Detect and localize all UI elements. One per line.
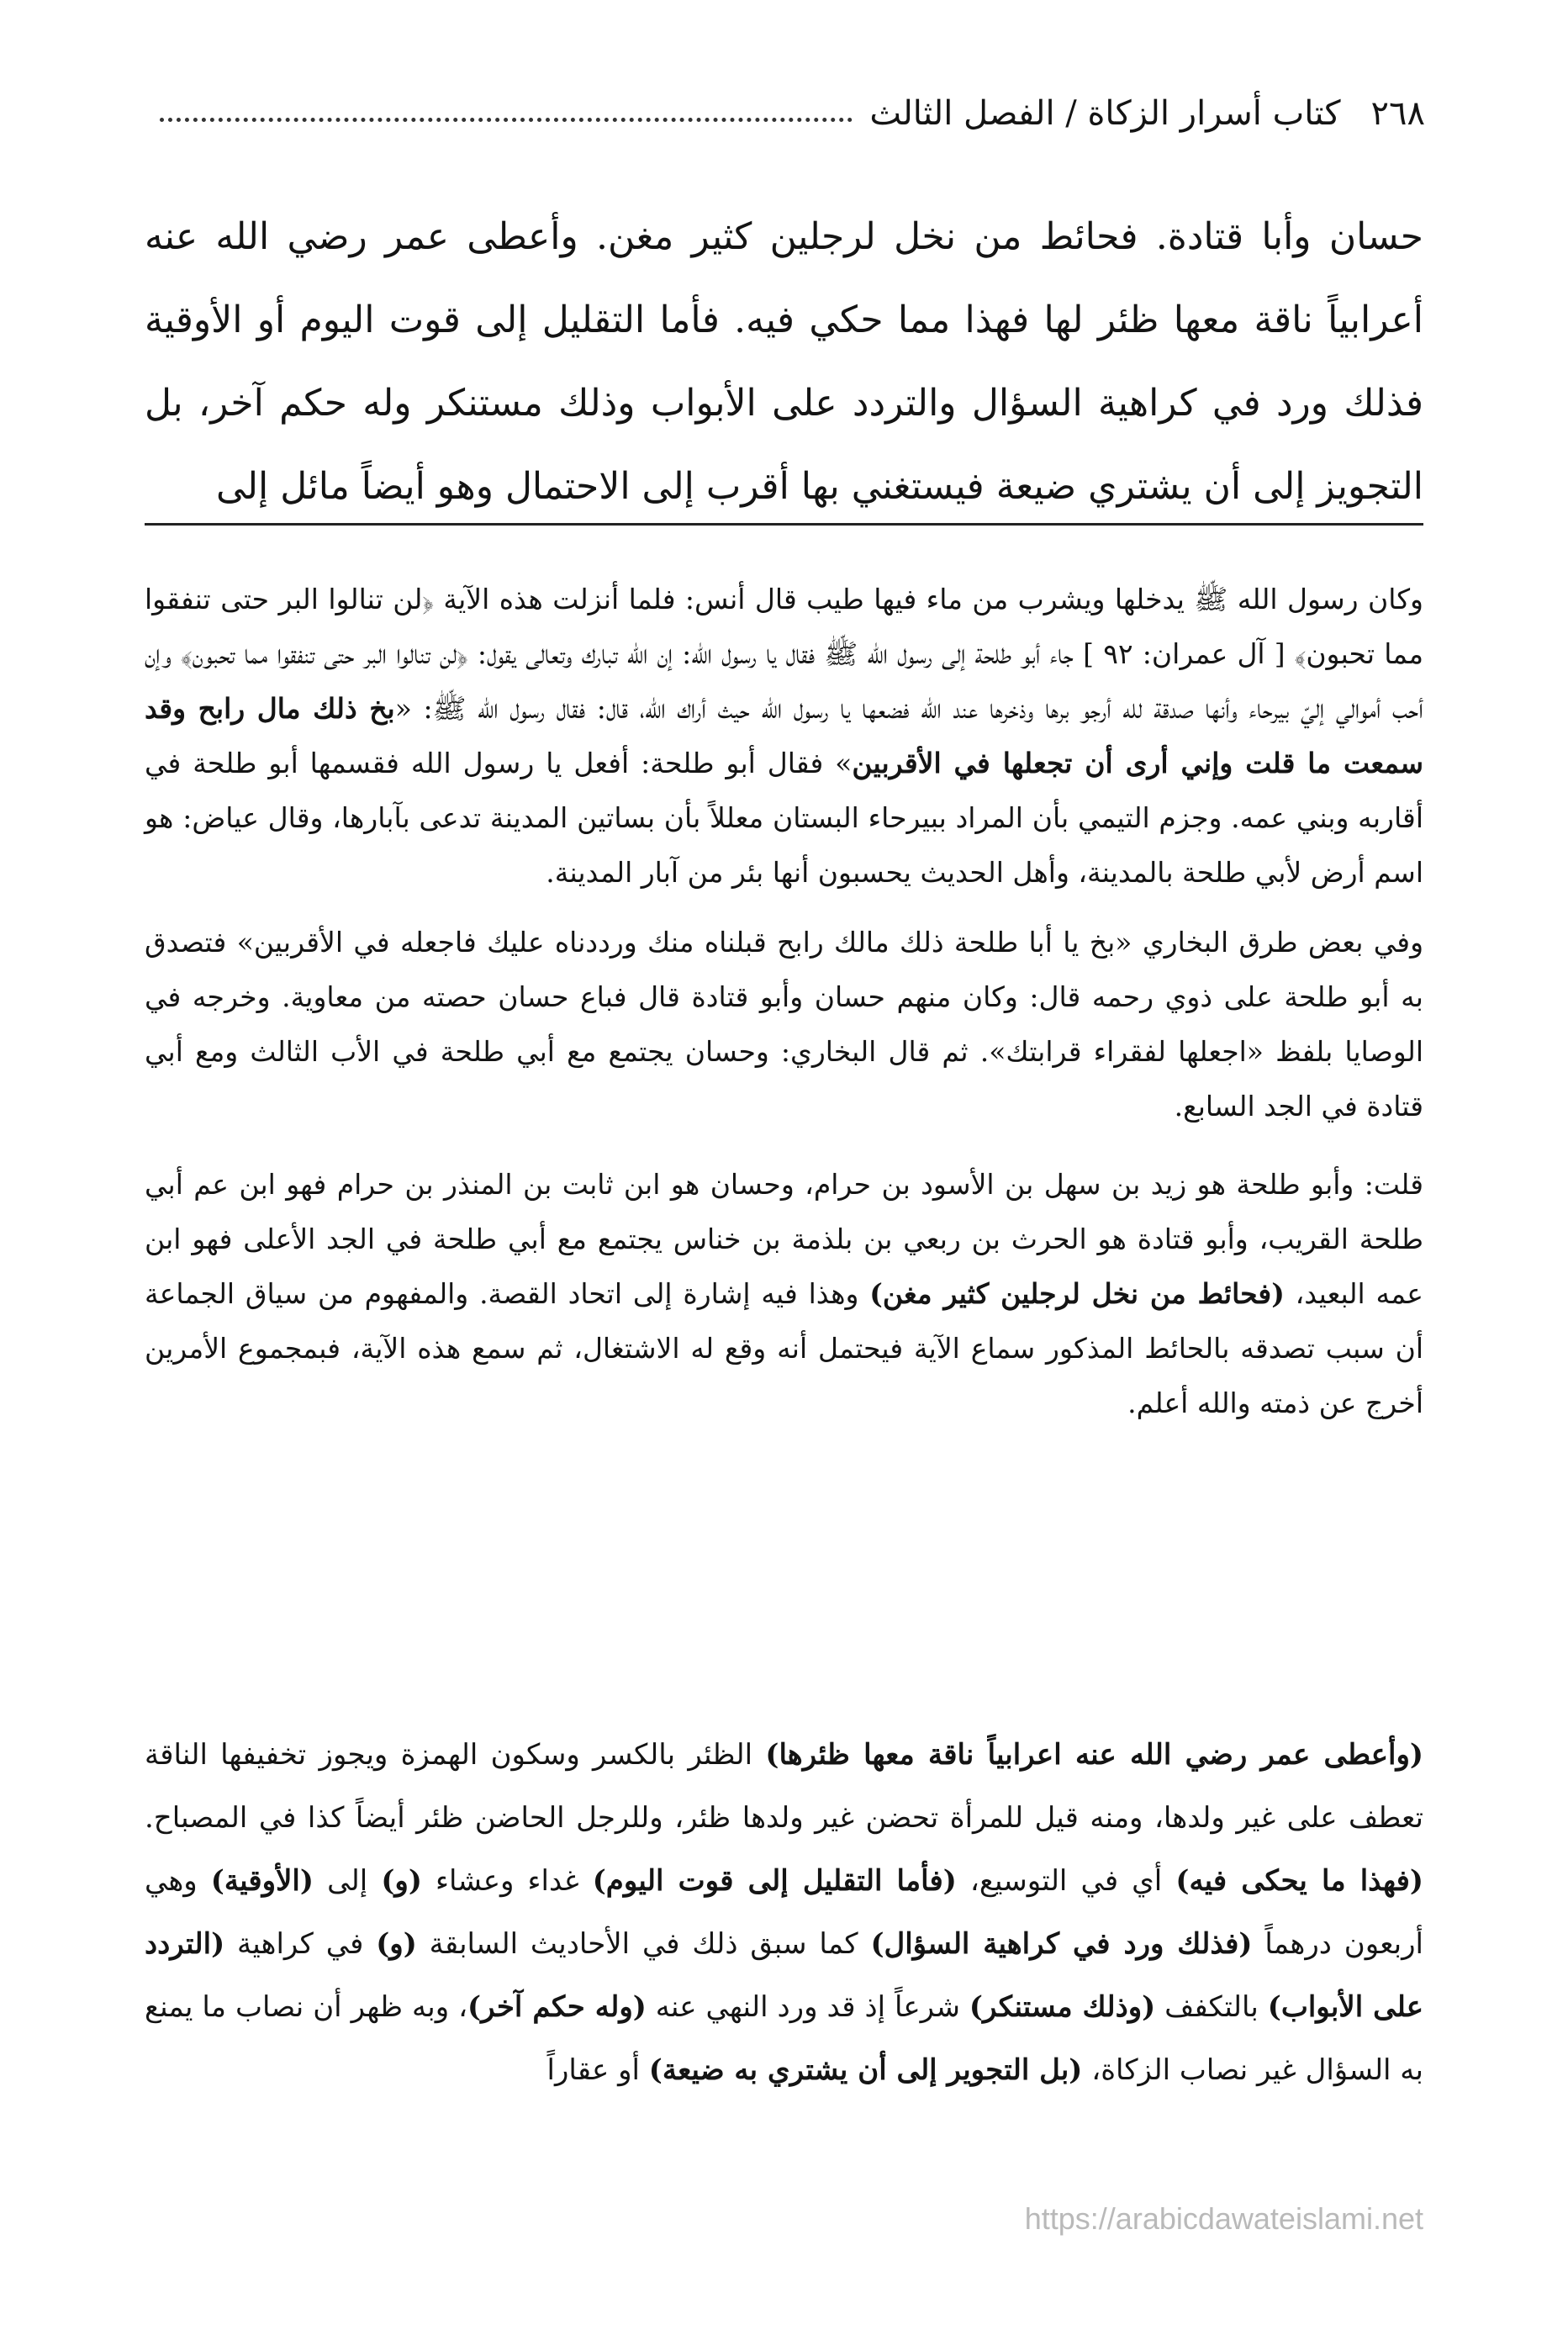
note-bold-text: بخ ذلك مال رابح وقد سمعت ما قلت وإني أرى أن تجعلها في الأقربين bbox=[145, 692, 1423, 779]
note-paragraph-1 bbox=[145, 572, 1423, 900]
commentary-text: كما سبق ذلك في الأحاديث السابقة bbox=[416, 1927, 871, 1961]
note-text: وهذا فيه إشارة إلى اتحاد القصة. والمفهوم من سياق الجماعة أن سبب تصدقه بالحائط المذكور سماع الآية فيحتمل أنه وقع له الاشتغال، ثم سمع هذه الآية، فبمجموع الأمرين أخرج عن ذمته والله أعلم. bbox=[145, 1277, 1423, 1419]
commentary-text: وهي أربعون درهماً bbox=[145, 1864, 1424, 1961]
commentary-text: في كراهية bbox=[224, 1927, 377, 1961]
note-bold-text: (فحائط من نخل لرجلين كثير مغن) bbox=[869, 1277, 1285, 1310]
footnotes bbox=[145, 572, 1423, 1430]
quoted-phrase: (الأوقية) bbox=[210, 1864, 314, 1898]
commentary-text: شرعاً إذ قد ورد النهي عنه bbox=[646, 1990, 969, 2024]
commentary-text: ، وبه ظهر أن نصاب ما يمنع به السؤال غير نصاب الزكاة، bbox=[145, 1990, 1423, 2087]
commentary-text: إلى bbox=[313, 1864, 382, 1898]
commentary-text: الظئر بالكسر وسكون الهمزة ويجوز تخفيفها الناقة تعطف على غير ولدها، ومنه قيل للمرأة تحضن غير ولدها ظئر، وللرجل الحاضن ظئر أيضاً كذا في المصباح. bbox=[145, 1738, 1423, 1835]
quoted-phrase: (بل التجوير إلى أن يشتري به ضيعة) bbox=[648, 2053, 1083, 2087]
quoted-phrase: (و) bbox=[376, 1927, 417, 1961]
commentary-text: أو عقاراً bbox=[546, 2053, 649, 2087]
note-text: وكان رسول الله ﷺ يدخلها ويشرب من ماء فيها طيب قال أنس: فلما أنزلت هذه الآية ﴿لن تنالوا البر حتى تنفقوا مما تحبون﴾ [ آل عمران: ٩٢ ] جاء أبو طلحة إلى رسول الله ﷺ فقال يا رسول الله: إن الله تبارك وتعالى يقول: ﴿لن تنالوا البر حتى تنفقوا مما تحبون﴾ وإن أحب أموالي إليّ بيرحاء وأنها صدقة لله أرجو برها وذخرها عند الله فضعها يا رسول الله حيث أراك الله، قال: فقال رسول الله ﷺ: « bbox=[145, 583, 1423, 725]
running-title: كتاب أسرار الزكاة / الفصل الثالث bbox=[869, 94, 1341, 133]
separator-line bbox=[145, 523, 1423, 526]
page-header bbox=[143, 84, 1425, 143]
commentary-text: بالتكفف bbox=[1155, 1990, 1268, 2024]
main-text bbox=[145, 195, 1423, 528]
page-number: ٢٦٨ bbox=[1370, 94, 1425, 133]
commentary bbox=[145, 1724, 1423, 2102]
commentary-paragraph bbox=[145, 1724, 1423, 2102]
quoted-phrase: (فذلك ورد في كراهية السؤال) bbox=[870, 1927, 1253, 1961]
note-text: قلت: وأبو طلحة هو زيد بن سهل بن الأسود بن حرام، وحسان هو ابن ثابت بن المنذر بن حرام فهو ابن عم أبي طلحة القريب، وأبو قتادة هو الحرث بن ربعي بن بلذمة بن خناس يجتمع مع أبي طلحة في الجد الأعلى فهو ابن عمه البعيد، bbox=[145, 1168, 1423, 1310]
commentary-text: أي في التوسيع، bbox=[956, 1864, 1176, 1898]
watermark-url: https://arabicdawateislami.net bbox=[1024, 2201, 1423, 2236]
quoted-phrase: (وأعطى عمر رضي الله عنه اعرابياً ناقة معها ظئرها) bbox=[765, 1738, 1423, 1772]
commentary-text: غداء وعشاء bbox=[421, 1864, 593, 1898]
quoted-phrase: (وذلك مستنكر) bbox=[969, 1990, 1156, 2024]
quoted-phrase: (و) bbox=[381, 1864, 422, 1898]
note-paragraph-3 bbox=[145, 1157, 1423, 1430]
quoted-phrase: (فهذا ما يحكى فيه) bbox=[1175, 1864, 1424, 1898]
header-dot-leader bbox=[160, 118, 853, 122]
main-paragraph: حسان وأبا قتادة. فحائط من نخل لرجلين كثير مغن. وأعطى عمر رضي الله عنه أعرابياً ناقة معها ظئر لها فهذا مما حكي فيه. فأما التقليل إلى قوت اليوم أو الأوقية فذلك ورد في كراهية السؤال والتردد على الأبواب وذلك مستنكر وله حكم آخر، بل التجويز إلى أن يشتري ضيعة فيستغني بها أقرب إلى الاحتمال وهو أيضاً مائل إلى bbox=[145, 215, 1423, 508]
quoted-phrase: (وله حكم آخر) bbox=[467, 1990, 647, 2024]
quoted-phrase: (التردد على الأبواب) bbox=[145, 1927, 1423, 2024]
note-paragraph-2: وفي بعض طرق البخاري «بخ يا أبا طلحة ذلك مالك رابح قبلناه منك ورددناه عليك فاجعله في الأقربين» فتصدق به أبو طلحة على ذوي رحمه قال: وكان منهم حسان وأبو قتادة قال فباع حسان حصته من معاوية. وخرجه في الوصايا بلفظ «اجعلها لفقراء قرابتك». ثم قال البخاري: وحسان يجتمع مع أبي طلحة في الأب الثالث ومع أبي قتادة في الجد السابع. bbox=[145, 926, 1423, 1123]
quoted-phrase: (فأما التقليل إلى قوت اليوم) bbox=[592, 1864, 957, 1898]
note-text: » فقال أبو طلحة: أفعل يا رسول الله فقسمها أبو طلحة في أقاربه وبني عمه. وجزم التيمي بأن المراد ببيرحاء البستان معللاً بأن بساتين المدينة تدعى بآبارها، وقال عياض: هو اسم أرض لأبي طلحة بالمدينة، وأهل الحديث يحسبون أنها بئر من آبار المدينة. bbox=[145, 747, 1423, 889]
